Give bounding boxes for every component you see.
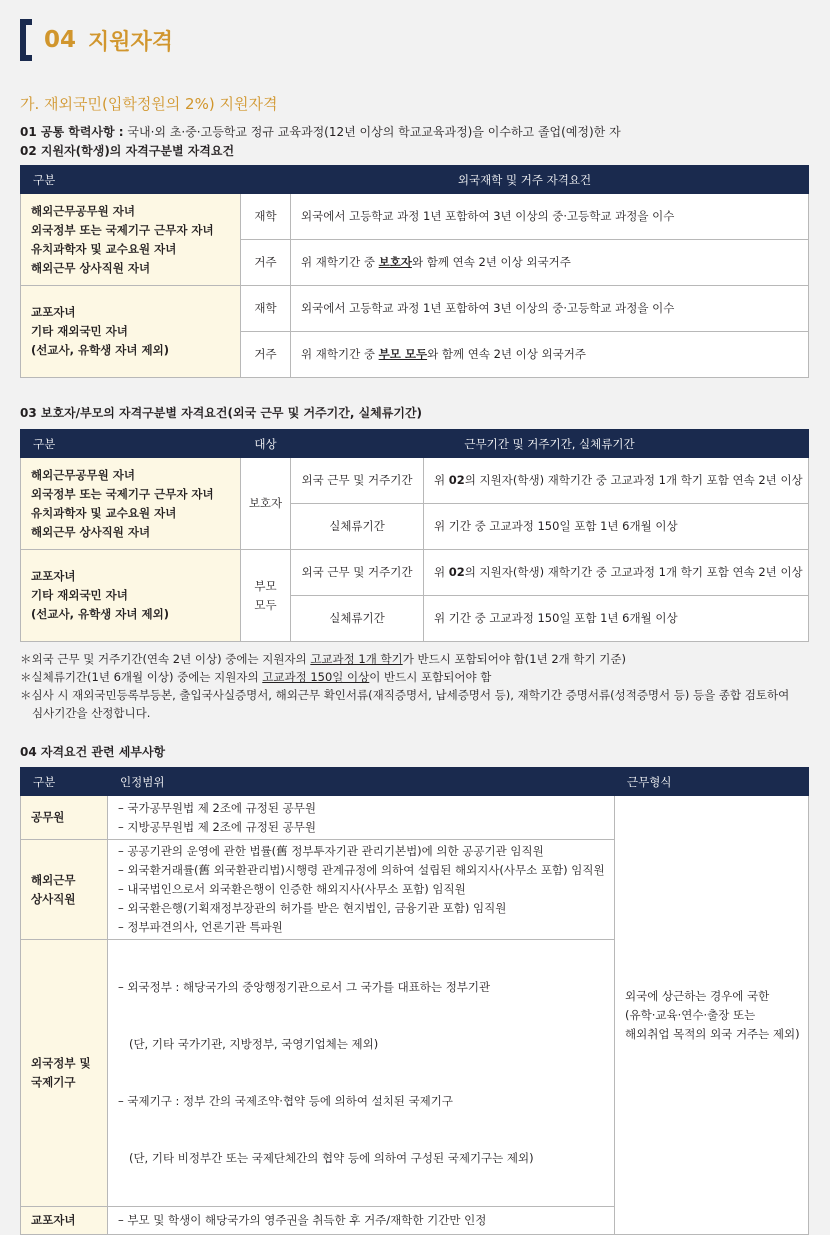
- t4-category: 외국정부 및 국제기구: [21, 940, 108, 1207]
- s03-heading: 03 보호자/부모의 자격구분별 자격요건(외국 근무 및 거주기간, 실체류기간): [20, 406, 423, 420]
- t2-category-1: 해외근무공무원 자녀 외국정부 또는 국제기구 근무자 자녀 유치과학자 및 교수요원 자녀 해외근무 상사직원 자녀: [21, 194, 241, 286]
- t4-category: 교포자녀: [21, 1207, 108, 1235]
- t3-period-value: 위 02의 지원자(학생) 재학기간 중 고교과정 1개 학기 포함 연속 2년 이상: [424, 458, 809, 504]
- s01-line: [20, 123, 621, 140]
- s04-heading: 04 자격요건 관련 세부사항: [20, 745, 166, 759]
- t2-type: 거주: [241, 332, 291, 378]
- t2-category-2: 교포자녀 기타 재외국민 자녀 (선교사, 유학생 자녀 제외): [21, 286, 241, 378]
- t2-requirement: 외국에서 고등학교 과정 1년 포함하여 3년 이상의 중·고등학교 과정을 이수: [291, 194, 809, 240]
- t4-scope: – 국가공무원법 제 2조에 규정된 공무원 – 지방공무원법 제 2조에 규정된 공무원: [108, 796, 615, 840]
- s01-label: 01 공통 학력사항 :: [20, 125, 124, 139]
- t4-scope: – 부모 및 학생이 해당국가의 영주권을 취득한 후 거주/재학한 기간만 인정: [108, 1207, 615, 1235]
- note-3: ＊심사 시 재외국민등록부등본, 출입국사실증명서, 해외근무 확인서류(재직증명서, 납세증명서 등), 재학기간 증명서류(성적증명서 등) 등을 종합 검토하여: [20, 688, 790, 702]
- t3-target: 부모 모두: [241, 550, 291, 642]
- s02-heading: 02 지원자(학생)의 자격구분별 자격요건: [20, 144, 235, 158]
- t2-header-category: 구분: [21, 166, 241, 194]
- t3-category-1: 해외근무공무원 자녀 외국정부 또는 국제기구 근무자 자녀 유치과학자 및 교수요원 자녀 해외근무 상사직원 자녀: [21, 458, 241, 550]
- subsection-title: 가. 재외국민(입학정원의 2%) 지원자격: [20, 95, 278, 113]
- t2-requirement: 외국에서 고등학교 과정 1년 포함하여 3년 이상의 중·고등학교 과정을 이수: [291, 286, 809, 332]
- t3-period-value: 위 02의 지원자(학생) 재학기간 중 고교과정 1개 학기 포함 연속 2년 이상: [424, 550, 809, 596]
- note-3-cont: 심사기간을 산정합니다.: [32, 706, 151, 720]
- t4-header-worktype: 근무형식: [615, 768, 809, 796]
- t3-category-2: 교포자녀 기타 재외국민 자녀 (선교사, 유학생 자녀 제외): [21, 550, 241, 642]
- table-02: [20, 165, 809, 378]
- t4-header-scope: 인정범위: [108, 768, 615, 796]
- section-title: 지원자격: [88, 29, 174, 55]
- notes: [20, 650, 789, 722]
- table-04: [20, 767, 809, 1235]
- t2-requirement: 위 재학기간 중 보호자와 함께 연속 2년 이상 외국거주: [291, 240, 809, 286]
- note-2: ＊실체류기간(1년 6개월 이상) 중에는 지원자의 고교과정 150일 이상이 반드시 포함되어야 함: [20, 670, 492, 684]
- t4-category: 공무원: [21, 796, 108, 840]
- t4-scope: – 외국정부 : 해당국가의 중앙행정기관으로서 그 국가를 대표하는 정부기관 (단, 기타 국가기관, 지방정부, 국영기업체는 제외) – 국제기구 : 정부 간의 국제조약·협약 등에 의하여 설치된 국제기구 (단, 기타 비정부간 또는 국제단체간의 협약 등에 의하여 구성된 국제기구는 제외): [108, 940, 615, 1207]
- table-03: [20, 429, 809, 642]
- t2-header-requirements: 외국재학 및 거주 자격요건: [241, 166, 809, 194]
- t3-period-label: 외국 근무 및 거주기간: [291, 550, 424, 596]
- s01-text: 국내·외 초·중·고등학교 정규 교육과정(12년 이상의 학교교육과정)을 이수하고 졸업(예정)한 자: [123, 125, 621, 139]
- t3-header-period: 근무기간 및 거주기간, 실체류기간: [291, 430, 809, 458]
- t3-period-value: 위 기간 중 고교과정 150일 포함 1년 6개월 이상: [424, 504, 809, 550]
- bracket-icon: [20, 19, 32, 61]
- t4-scope: – 공공기관의 운영에 관한 법률(舊 정부투자기관 관리기본법)에 의한 공공기관 임직원 – 외국환거래률(舊 외국환관리법)시행령 관계규정에 의하여 설립된 해외지사(사무소 포함) 임직원 – 내국법인으로서 외국환은행이 인증한 해외지사(사무소 포함) 임직원 – 외국환은행(기획재정부장관의 허가를 받은 현지법인, 금융기관 포함) 임직원 – 정부파견의사, 언론기관 특파원: [108, 840, 615, 940]
- section-number: 04: [44, 27, 77, 53]
- t2-requirement: 위 재학기간 중 부모 모두와 함께 연속 2년 이상 외국거주: [291, 332, 809, 378]
- t3-period-label: 외국 근무 및 거주기간: [291, 458, 424, 504]
- t3-header-target: 대상: [241, 430, 291, 458]
- t2-type: 거주: [241, 240, 291, 286]
- note-1: ＊외국 근무 및 거주기간(연속 2년 이상) 중에는 지원자의 고교과정 1개 학기가 반드시 포함되어야 함(1년 2개 학기 기준): [20, 652, 627, 666]
- t3-period-value: 위 기간 중 고교과정 150일 포함 1년 6개월 이상: [424, 596, 809, 642]
- t4-worktype: 외국에 상근하는 경우에 국한 (유학·교육·연수·출장 또는 해외취업 목적의 외국 거주는 제외): [615, 796, 809, 1235]
- t3-target: 보호자: [241, 458, 291, 550]
- t3-period-label: 실체류기간: [291, 596, 424, 642]
- t4-header-category: 구분: [21, 768, 108, 796]
- t3-period-label: 실체류기간: [291, 504, 424, 550]
- t4-category: 해외근무 상사직원: [21, 840, 108, 940]
- t2-type: 재학: [241, 286, 291, 332]
- t2-type: 재학: [241, 194, 291, 240]
- section-header: [20, 20, 173, 60]
- t3-header-category: 구분: [21, 430, 241, 458]
